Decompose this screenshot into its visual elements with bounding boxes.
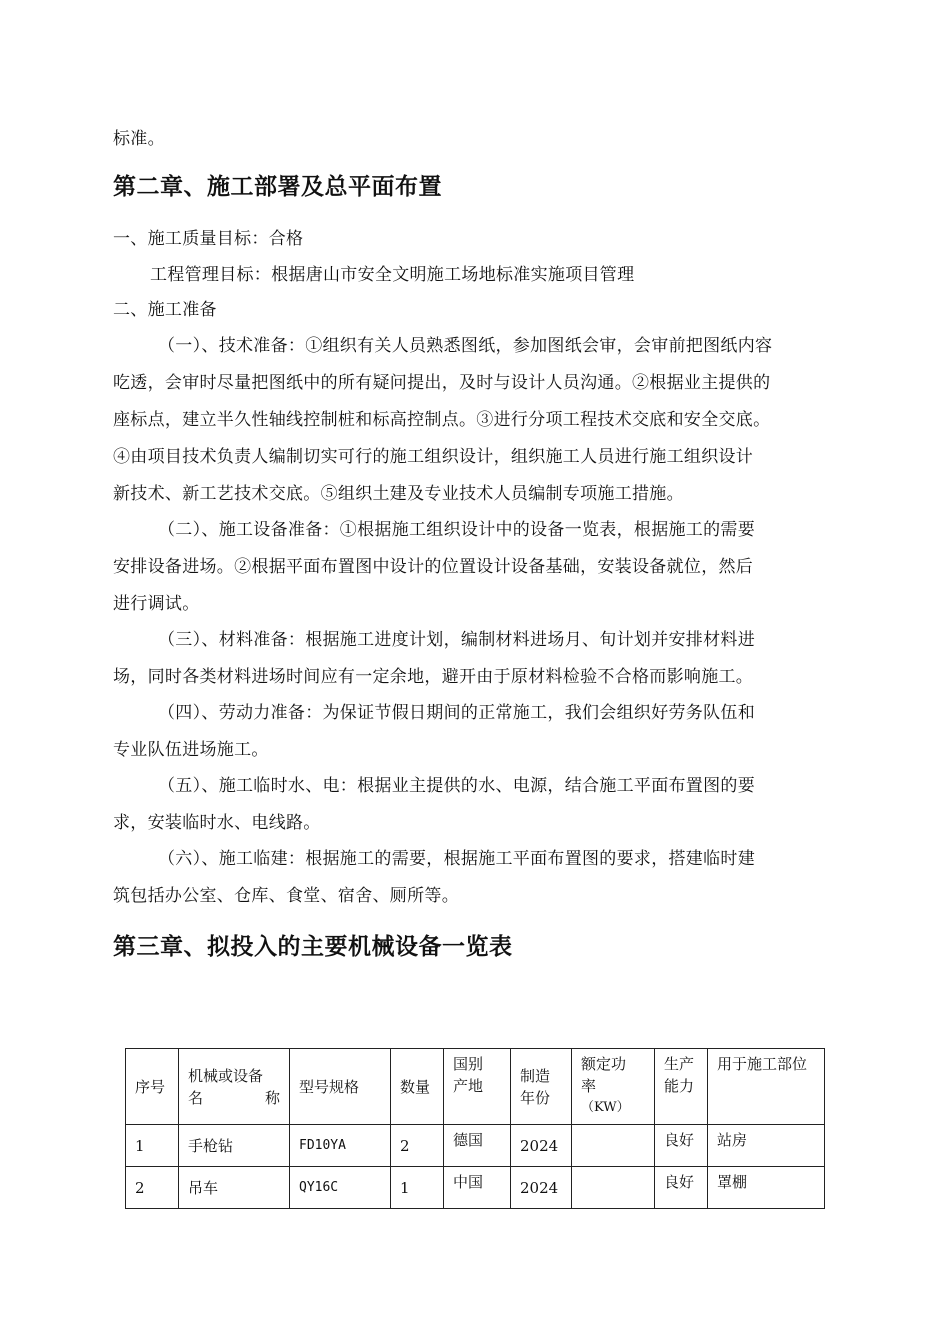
- header-year: [511, 1049, 572, 1125]
- header-no: 序号: [126, 1049, 179, 1125]
- chapter-heading: 第三章、拟投入的主要机械设备一览表: [113, 933, 513, 960]
- header-name-line2: [188, 1087, 280, 1109]
- header-use: 用于施工部位: [708, 1049, 825, 1125]
- cell-model: QY16C: [290, 1167, 391, 1209]
- cell-power: [572, 1125, 655, 1167]
- text-line: 工程管理目标：根据唐山市安全文明施工场地标准实施项目管理: [150, 265, 635, 285]
- table-header-row: [126, 1049, 825, 1125]
- paragraph-line: （三）、材料准备：根据施工进度计划，编制材料进场月、旬计划并安排材料进: [158, 630, 755, 650]
- header-name-char1: 名: [188, 1088, 204, 1107]
- paragraph-line: 吃透，会审时尽量把图纸中的所有疑问提出，及时与设计人员沟通。②根据业主提供的: [113, 373, 771, 393]
- cell-capacity: 良好: [655, 1167, 708, 1209]
- paragraph-line: 安排设备进场。②根据平面布置图中设计的位置设计设备基础，安装设备就位，然后: [113, 557, 754, 577]
- table-row: [126, 1125, 825, 1167]
- header-capacity-line1: 生产: [664, 1055, 695, 1073]
- header-power-line1: 额定功: [581, 1055, 627, 1073]
- text-line: 一、施工质量目标：合格: [113, 229, 304, 249]
- paragraph-line: 新技术、新工艺技术交底。⑤组织土建及专业技术人员编制专项施工措施。: [113, 484, 684, 504]
- equipment-table: [125, 1048, 825, 1209]
- paragraph-line: （六）、施工临建：根据施工的需要，根据施工平面布置图的要求，搭建临时建: [158, 849, 755, 869]
- header-model: 型号规格: [290, 1049, 391, 1125]
- paragraph-line: 场，同时各类材料进场时间应有一定余地，避开由于原材料检验不合格而影响施工。: [113, 667, 754, 687]
- paragraph-line: 求，安装临时水、电线路。: [113, 813, 321, 833]
- cell-use: 站房: [708, 1125, 825, 1167]
- cell-qty: 2: [391, 1125, 444, 1167]
- table-row: [126, 1167, 825, 1209]
- cell-origin: 中国: [444, 1167, 511, 1209]
- chapter-heading: 第二章、施工部署及总平面布置: [113, 173, 442, 200]
- header-name: [179, 1049, 290, 1125]
- header-power: [572, 1049, 655, 1125]
- cell-model: FD10YA: [290, 1125, 391, 1167]
- section-heading: 二、施工准备: [113, 300, 217, 320]
- header-qty: 数量: [391, 1049, 444, 1125]
- header-year-line1: 制造: [520, 1066, 551, 1085]
- paragraph-line: 筑包括办公室、仓库、食堂、宿舍、厕所等。: [113, 886, 459, 906]
- cell-capacity: 良好: [655, 1125, 708, 1167]
- paragraph-line: （五）、施工临时水、电：根据业主提供的水、电源，结合施工平面布置图的要: [158, 776, 755, 796]
- paragraph-line: ④由项目技术负责人编制切实可行的施工组织设计，组织施工人员进行施工组织设计: [113, 447, 754, 467]
- paragraph-line: 进行调试。: [113, 594, 200, 614]
- cell-qty: 1: [391, 1167, 444, 1209]
- paragraph-line: 座标点，建立半久性轴线控制桩和标高控制点。③进行分项工程技术交底和安全交底。: [113, 410, 771, 430]
- cell-no: 1: [126, 1125, 179, 1167]
- paragraph-line: 专业队伍进场施工。: [113, 740, 269, 760]
- header-power-line2: 率: [581, 1077, 597, 1095]
- cell-power: [572, 1167, 655, 1209]
- paragraph-line: （四）、劳动力准备：为保证节假日期间的正常施工，我们会组织好劳务队伍和: [158, 703, 755, 723]
- paragraph-line: （一）、技术准备：①组织有关人员熟悉图纸，参加图纸会审，会审前把图纸内容: [158, 336, 773, 356]
- cell-no: 2: [126, 1167, 179, 1209]
- header-capacity: [655, 1049, 708, 1125]
- header-name-line1: 机械或设备: [188, 1066, 264, 1085]
- header-origin-line2: 产地: [453, 1077, 484, 1095]
- header-year-line2: 年份: [520, 1088, 551, 1107]
- cell-name: 手枪钻: [179, 1125, 290, 1167]
- cell-origin: 德国: [444, 1125, 511, 1167]
- header-capacity-line2: 能力: [664, 1077, 695, 1095]
- header-origin: [444, 1049, 511, 1125]
- cell-name: 吊车: [179, 1167, 290, 1209]
- paragraph-line: （二）、施工设备准备：①根据施工组织设计中的设备一览表，根据施工的需要: [158, 520, 755, 540]
- text-line: 标准。: [113, 129, 165, 149]
- header-name-char2: 称: [264, 1088, 280, 1107]
- cell-year: 2024: [511, 1167, 572, 1209]
- cell-year: 2024: [511, 1125, 572, 1167]
- header-power-line3: （KW）: [581, 1100, 630, 1115]
- cell-use: 罩棚: [708, 1167, 825, 1209]
- header-origin-line1: 国别: [453, 1055, 484, 1073]
